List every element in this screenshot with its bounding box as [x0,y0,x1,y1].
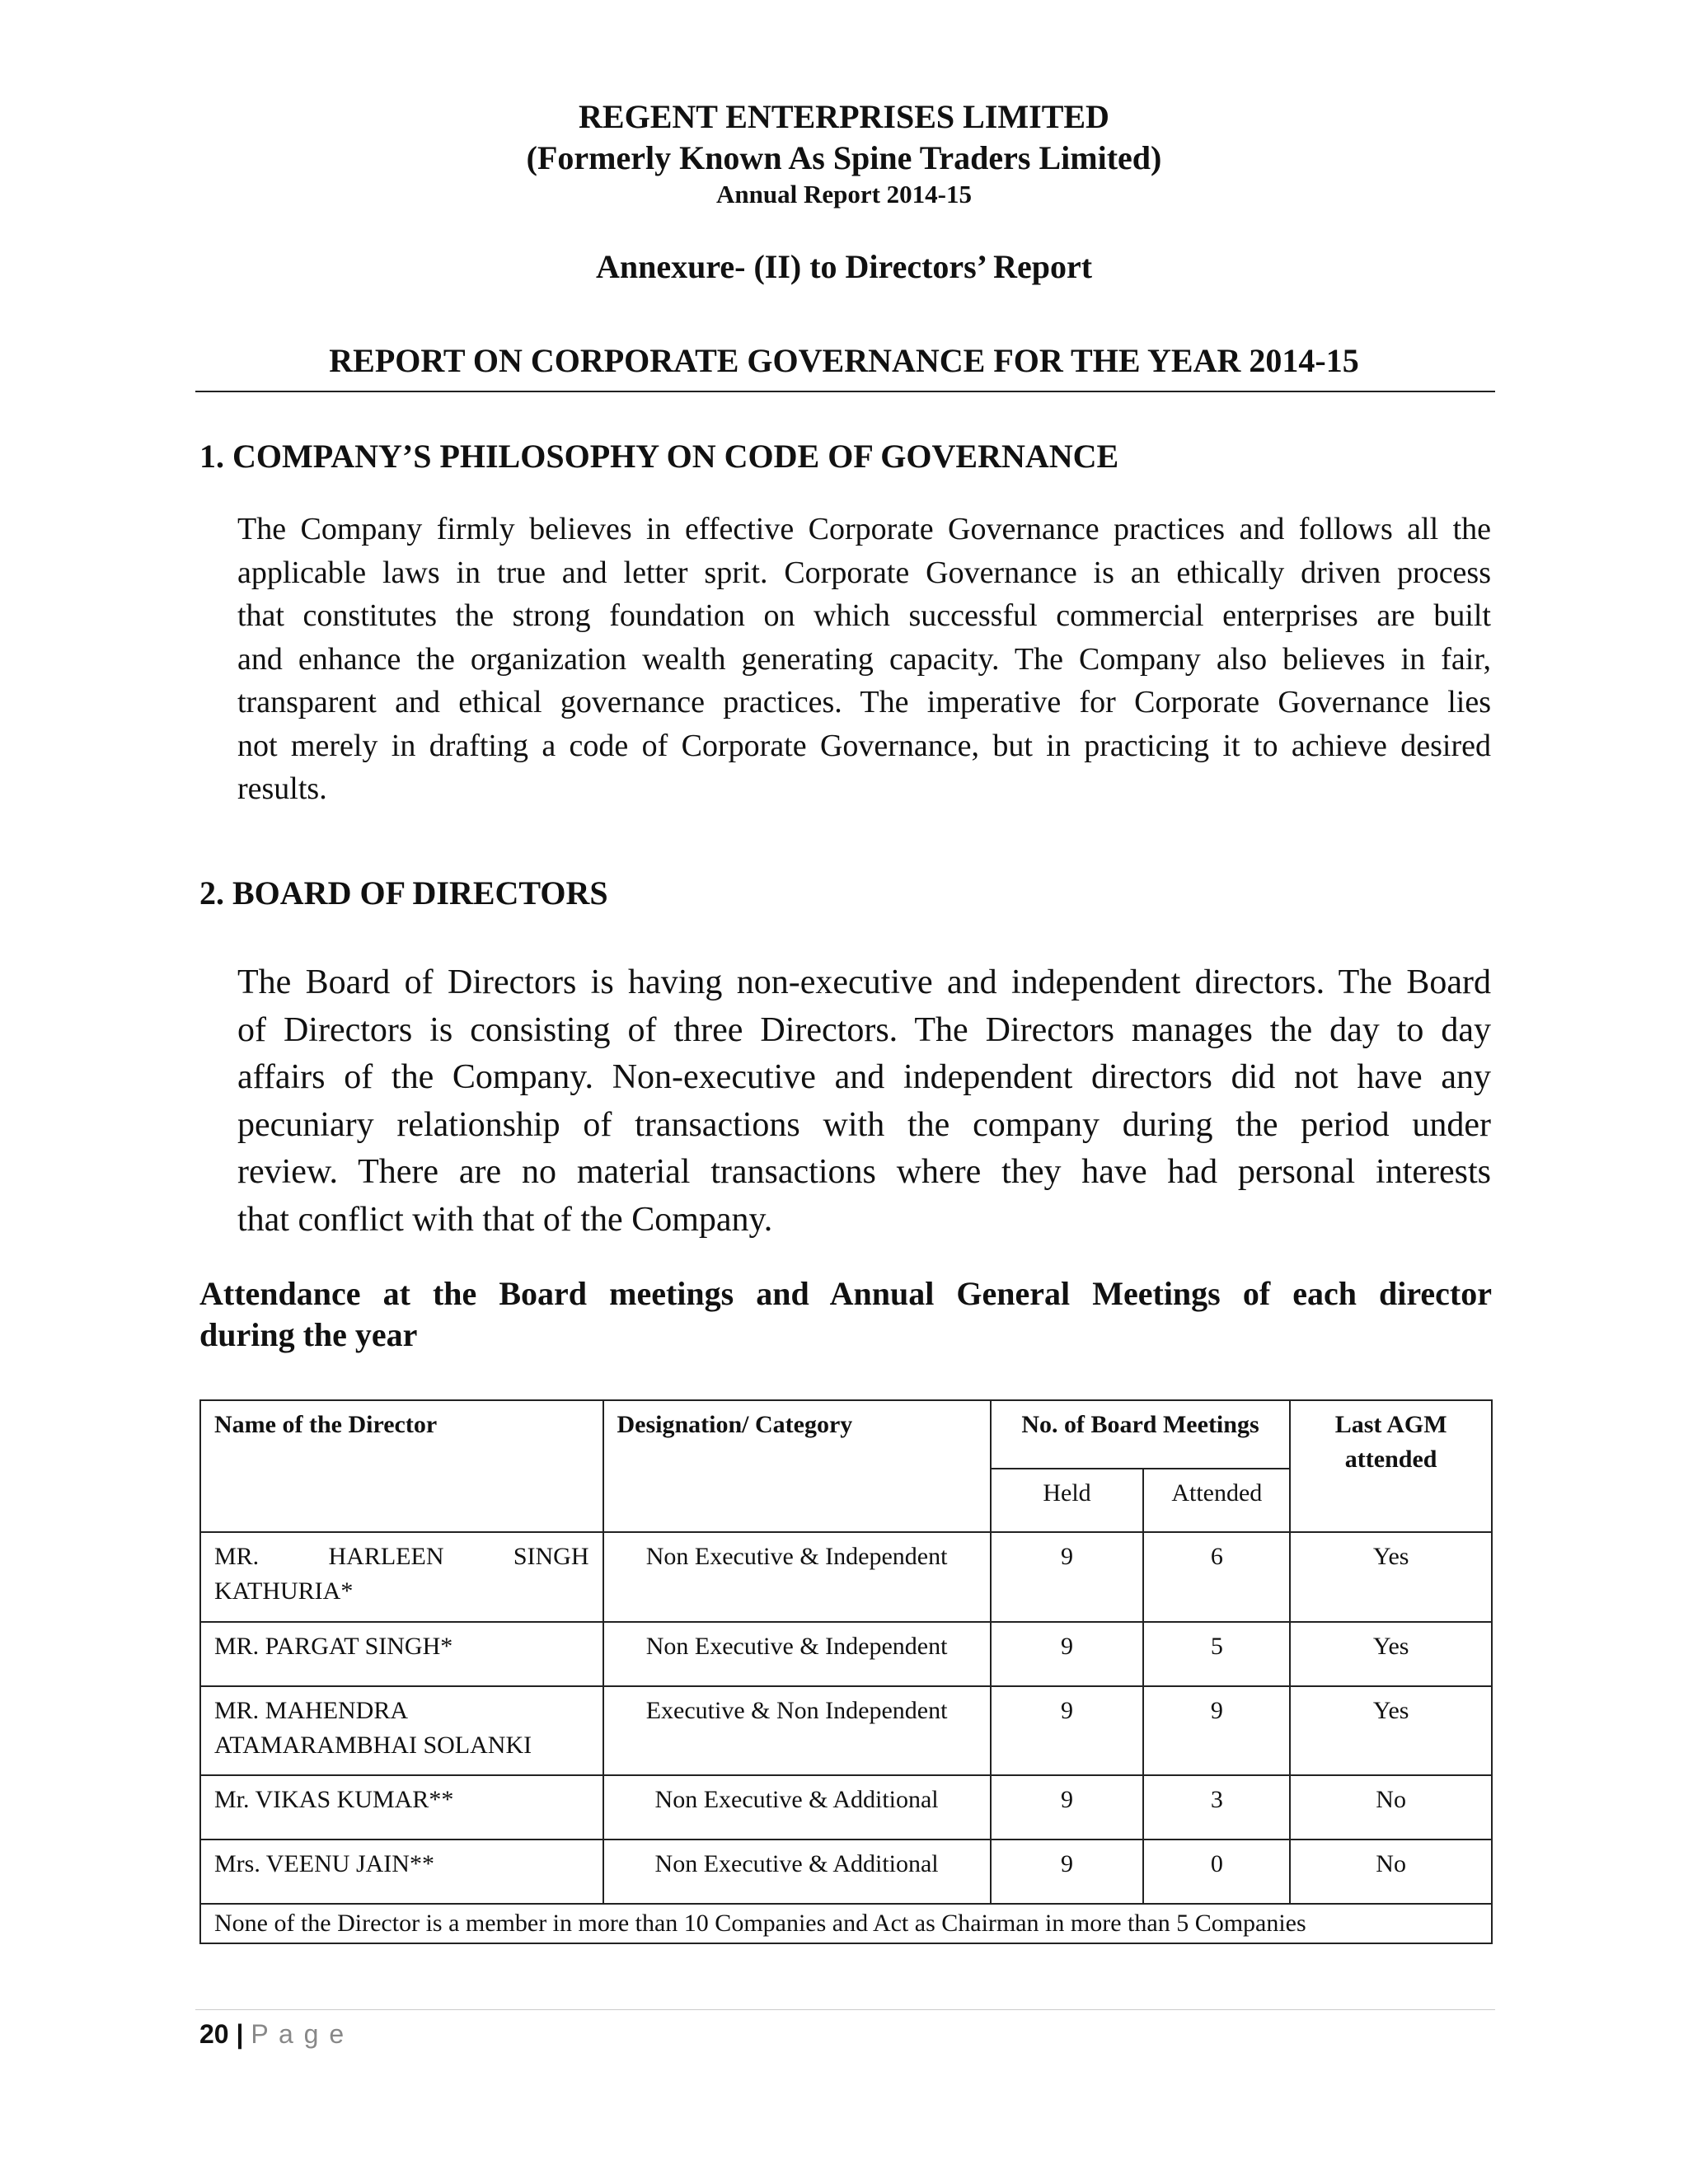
text-line: of Directors is consisting of three Directors. The Directors manages the day to day [237,1011,1491,1049]
page-label: P a g e [251,2019,346,2049]
meetings-attended: 0 [1143,1840,1290,1904]
meetings-held: 9 [991,1775,1144,1840]
director-designation: Executive & Non Independent [603,1686,991,1775]
header-held: Held [991,1469,1144,1532]
formerly-name: (Formerly Known As Spine Traders Limited) [526,139,1162,176]
text-line: transparent and ethical governance practices. The imperative for Corporate Governance lies [237,685,1491,719]
meetings-held: 9 [991,1532,1144,1622]
text-line: The Company firmly believes in effective Corporate Governance practices and follows all the [237,512,1491,546]
text-line: applicable laws in true and letter sprit. Corporate Governance is an ethically driven process [237,555,1491,590]
table-row [200,1686,1492,1775]
header-attended: Attended [1143,1469,1290,1532]
meetings-attended: 9 [1143,1686,1290,1775]
page-number: 20 [199,2019,229,2049]
table-row [200,1622,1492,1686]
annual-report-label: Annual Report 2014-15 [715,180,972,209]
meetings-attended: 6 [1143,1532,1290,1622]
meetings-attended: 5 [1143,1622,1290,1686]
text-line: results. [237,771,327,806]
meetings-held: 9 [991,1622,1144,1686]
text-line: pecuniary relationship of transactions with the company during the period under [237,1106,1491,1144]
director-name: MR. MAHENDRA ATAMARAMBHAI SOLANKI [200,1686,603,1775]
director-name: Mr. VIKAS KUMAR** [200,1775,603,1840]
director-name: MR. PARGAT SINGH* [200,1622,603,1686]
text-line: affairs of the Company. Non-executive and independent directors did not have any [237,1058,1491,1096]
header-name: Name of the Director [200,1400,603,1532]
last-agm: No [1290,1840,1492,1904]
table-row [200,1840,1492,1904]
header-meetings: No. of Board Meetings [991,1400,1291,1469]
section2-heading: 2. BOARD OF DIRECTORS [199,874,608,912]
director-designation: Non Executive & Additional [603,1775,991,1840]
section1-heading: 1. COMPANY’S PHILOSOPHY ON CODE OF GOVERNANCE [199,438,1119,475]
meetings-held: 9 [991,1840,1144,1904]
table-row [200,1775,1492,1840]
report-title: REPORT ON CORPORATE GOVERNANCE FOR THE YEAR 2014-15 [329,342,1359,379]
text-line: The Board of Directors is having non-executive and independent directors. The Board [237,963,1491,1001]
text-line: during the year [199,1316,418,1353]
text-line: Attendance at the Board meetings and Annual General Meetings of each director [199,1275,1492,1312]
header-agm: Last AGM attended [1290,1400,1492,1532]
director-designation: Non Executive & Independent [603,1532,991,1622]
text-line: that constitutes the strong foundation on which successful commercial enterprises are built [237,598,1491,633]
attendance-table [199,1399,1493,1944]
director-name: MR. HARLEEN SINGH KATHURIA* [200,1532,603,1622]
page-separator: | [236,2019,244,2049]
company-name: REGENT ENTERPRISES LIMITED [579,98,1109,135]
page-footer [199,2019,345,2050]
meetings-attended: 3 [1143,1775,1290,1840]
footer-divider [195,2009,1495,2010]
title-divider [195,391,1495,392]
last-agm: No [1290,1775,1492,1840]
table-row [200,1532,1492,1622]
text-line: not merely in drafting a code of Corporate Governance, but in practicing it to achieve desired [237,729,1491,763]
director-designation: Non Executive & Additional [603,1840,991,1904]
header-designation: Designation/ Category [603,1400,991,1532]
director-designation: Non Executive & Independent [603,1622,991,1686]
annexure-title: Annexure- (II) to Directors’ Report [595,248,1093,285]
director-name: Mrs. VEENU JAIN** [200,1840,603,1904]
meetings-held: 9 [991,1686,1144,1775]
last-agm: Yes [1290,1532,1492,1622]
text-line: that conflict with that of the Company. [237,1201,773,1239]
table-footnote: None of the Director is a member in more than 10 Companies and Act as Chairman in more than 5 Companies [200,1904,1492,1943]
last-agm: Yes [1290,1622,1492,1686]
text-line: review. There are no material transactions where they have had personal interests [237,1153,1491,1191]
text-line: and enhance the organization wealth generating capacity. The Company also believes in fair, [237,642,1491,677]
last-agm: Yes [1290,1686,1492,1775]
